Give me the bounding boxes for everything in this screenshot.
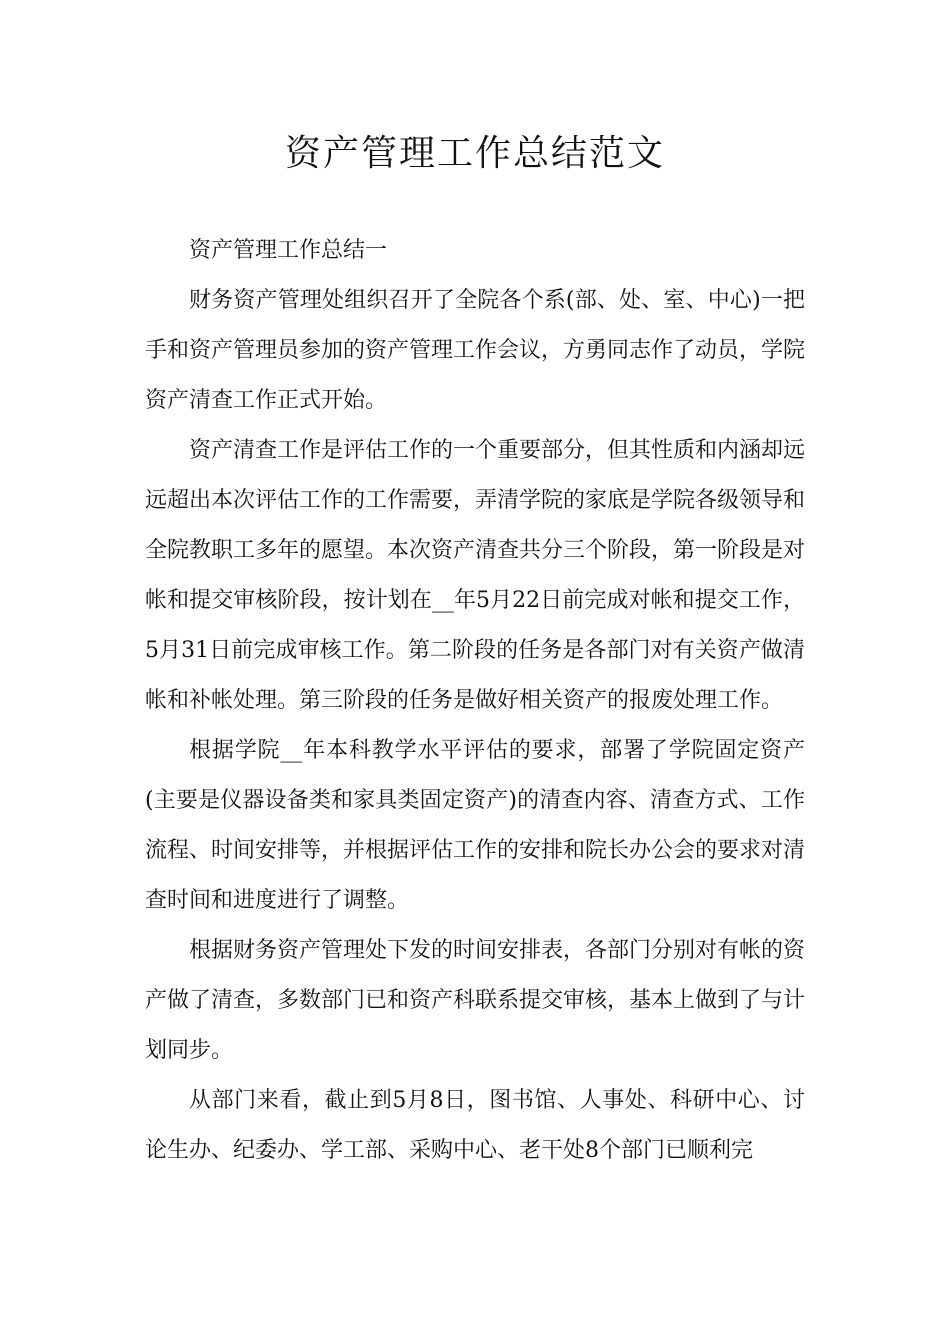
paragraph: 根据财务资产管理处下发的时间安排表，各部门分别对有帐的资产做了清查，多数部门已和资产科联系提交审核，基本上做到了与计划同步。 <box>145 938 806 1063</box>
paragraph: 根据学院__年本科教学水平评估的要求，部署了学院固定资产(主要是仪器设备类和家具类固定资产)的清查内容、清查方式、工作流程、时间安排等，并根据评估工作的安排和院长办公会的要求对清查时间和进度进行了调整。 <box>145 738 806 913</box>
paragraph: 财务资产管理处组织召开了全院各个系(部、处、室、中心)一把手和资产管理员参加的资产管理工作会议，方勇同志作了动员，学院资产清查工作正式开始。 <box>145 288 806 413</box>
document-body <box>145 226 805 1176</box>
document-title: 资产管理工作总结范文 <box>284 133 665 174</box>
paragraph: 资产清查工作是评估工作的一个重要部分，但其性质和内涵却远远超出本次评估工作的工作需要，弄清学院的家底是学院各级领导和全院教职工多年的愿望。本次资产清查共分三个阶段，第一阶段是对帐和提交审核阶段，按计划在__年5月22日前完成对帐和提交工作，5月31日前完成审核工作。第二阶段的任务是各部门对有关资产做清帐和补帐处理。第三阶段的任务是做好相关资产的报废处理工作。 <box>145 438 806 713</box>
paragraph: 从部门来看，截止到5月8日，图书馆、人事处、科研中心、讨论生办、纪委办、学工部、采购中心、老干处8个部门已顺利完 <box>145 1088 805 1163</box>
paragraph-heading: 资产管理工作总结一 <box>189 238 388 263</box>
